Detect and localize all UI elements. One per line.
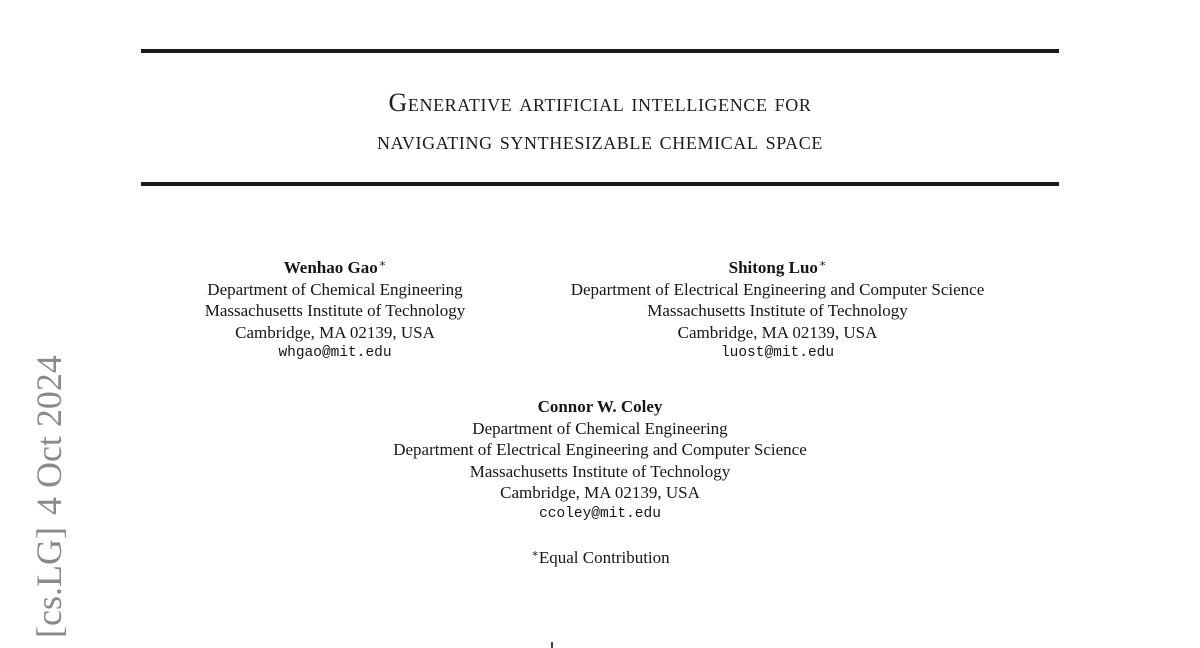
equal-contribution-text: Equal Contribution [538,548,670,567]
author-email[interactable]: whgao@mit.edu [278,345,392,361]
equal-contribution-marker: ∗ [378,258,387,270]
author-affiliation: Massachusetts Institute of Technology [647,301,908,320]
paper-title [141,84,1059,160]
author-affiliation: Massachusetts Institute of Technology [204,301,466,320]
author-name: Wenhao Gao∗ [283,258,387,277]
author-affiliation: Cambridge, MA 02139, USA [677,322,878,342]
page-edge-mark [551,642,553,648]
author-affiliation: Department of Chemical Engineering [472,418,728,438]
equal-contribution-note [400,544,800,568]
author-affiliation: Department of Electrical Engineering and Computer Science [570,279,985,299]
author-block-gao [175,254,495,365]
equal-contribution-marker: ∗ [531,548,539,560]
arxiv-category: [cs.LG] [29,527,69,638]
arxiv-side-stamp [29,320,69,638]
author-block-luo [520,254,1035,365]
author-block-coley [340,396,860,525]
title-bottom-rule [141,182,1059,186]
equal-contribution-marker: ∗ [818,258,827,270]
author-affiliation: Department of Chemical Engineering [207,279,463,299]
author-affiliation: Massachusetts Institute of Technology [469,461,731,481]
arxiv-date: 4 Oct 2024 [29,355,69,516]
author-affiliation: Cambridge, MA 02139, USA [235,322,435,342]
title-line-1: Generative artificial intelligence for [388,88,812,117]
author-email[interactable]: ccoley@mit.edu [539,505,661,522]
author-affiliation: Cambridge, MA 02139, USA [500,483,700,502]
author-affiliation: Department of Electrical Engineering and Computer Science [393,440,807,459]
author-name: Connor W. Coley [537,397,663,416]
arxiv-stamp-text [29,320,69,638]
title-line-2: navigating synthesizable chemical space [377,126,823,155]
title-top-rule [141,49,1059,53]
author-email[interactable]: luost@mit.edu [720,345,835,361]
author-name: Shitong Luo∗ [728,258,827,277]
